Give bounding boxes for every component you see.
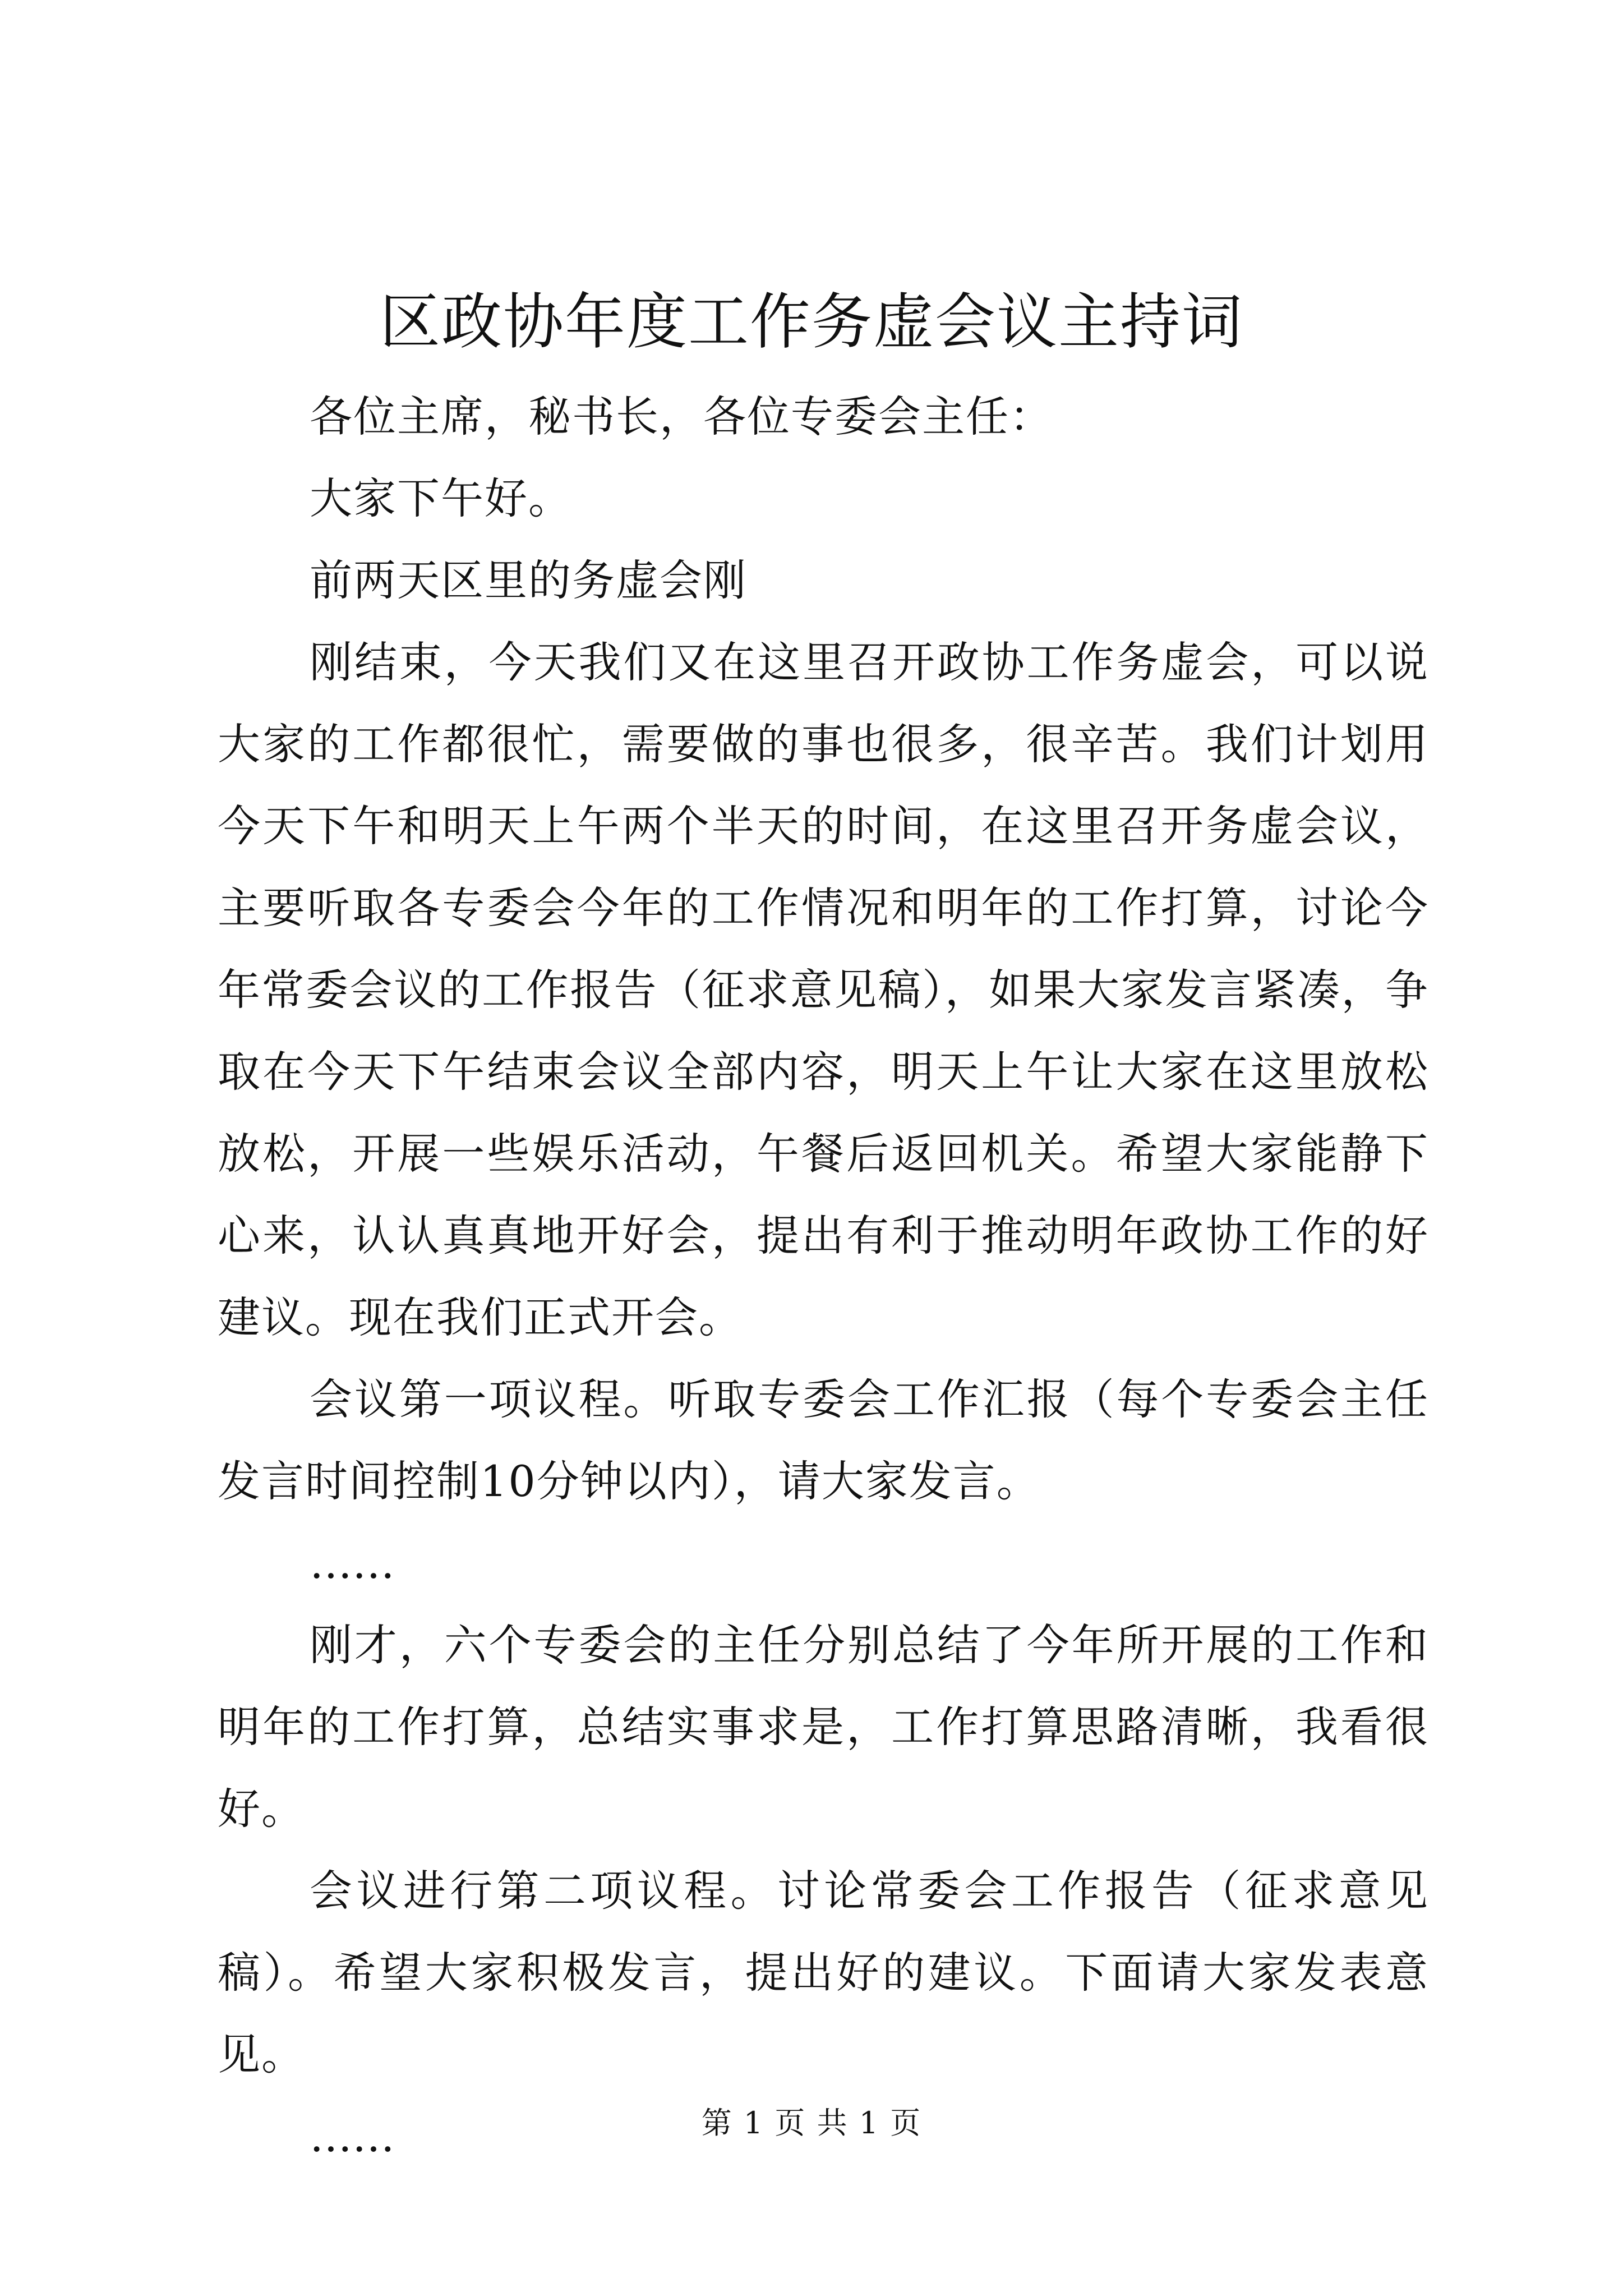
intro-fragment-paragraph: 前两天区里的务虚会刚	[310, 555, 747, 605]
document-title: 区政协年度工作务虚会议主持词	[379, 287, 1243, 357]
ellipsis-paragraph: ……	[310, 1538, 395, 1588]
agenda-item-two-paragraph: 会议进行第二项议程。讨论常委会工作报告（征求意见稿）。希望大家积极发言，提出好的建议。下面请大家发表意见。	[218, 1866, 1429, 2079]
opening-remarks-paragraph: 刚结束，今天我们又在这里召开政协工作务虚会，可以说大家的工作都很忙，需要做的事也很多，很辛苦。我们计划用今天下午和明天上午两个半天的时间，在这里召开务虚会议，主要听取各专委会今年的工作情况和明年的工作打算，讨论今年常委会议的工作报告（征求意见稿），如果大家发言紧凑，争取在今天下午结束会议全部内容，明天上午让大家在这里放松放松，开展一些娱乐活动，午餐后返回机关。希望大家能静下心来，认认真真地开好会，提出有利于推动明年政协工作的好建议。现在我们正式开会。	[218, 637, 1429, 1342]
salutation-paragraph: 各位主席，秘书长，各位专委会主任：	[310, 392, 1053, 441]
ellipsis-paragraph: ……	[310, 2111, 395, 2161]
page-footer: 第 1 页 共 1 页	[701, 2105, 922, 2141]
greeting-paragraph: 大家下午好。	[310, 473, 572, 523]
agenda-item-one-paragraph: 会议第一项议程。听取专委会工作汇报（每个专委会主任发言时间控制10分钟以内），请大家发言。	[218, 1374, 1429, 1506]
summary-paragraph: 刚才，六个专委会的主任分别总结了今年所开展的工作和明年的工作打算，总结实事求是，工作打算思路清晰，我看很好。	[218, 1620, 1429, 1834]
document-body	[218, 376, 1429, 2178]
